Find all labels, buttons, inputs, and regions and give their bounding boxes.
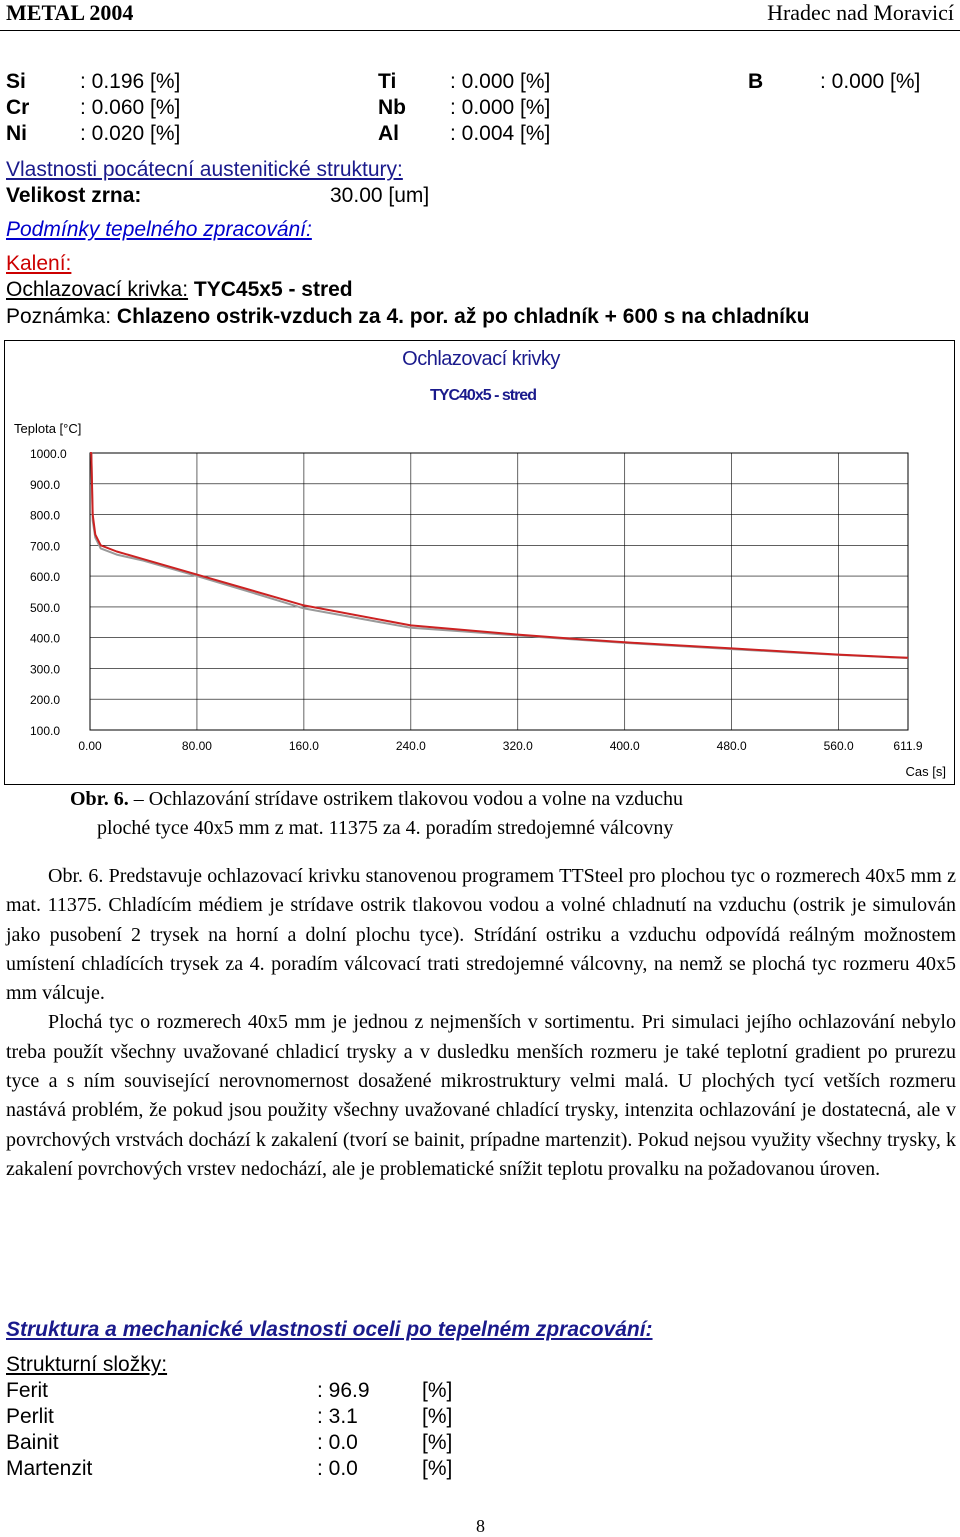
- x-tick-label: 480.0: [716, 739, 747, 753]
- chart-title: Ochlazovací krivky: [402, 348, 560, 370]
- page-number: 8: [476, 1516, 485, 1536]
- phase-martenzit-value: : 0.0: [317, 1457, 358, 1480]
- element-ni-value: : 0.020 [%]: [80, 122, 181, 145]
- paragraph-2: Plochá tyc o rozmerech 40x5 mm je jednou z nejmenších v sortimentu. Pri simulaci jejího ochlazování nebylo treba použít všechny uvažované chladicí trysky a v dusledku menších rozmeru je také teplotní gradient po prurezu tyce a s ním související nerovnomernost dosažené mikrostruktury velmi malá. U plochých tycí vetších rozmeru nastává problém, že pokud jsou použity všechny uvažované chladící trysky, intenzita ochlazování je dostatecná, ale v povrchových vrstvách dochází k zakalení (tvorí se bainit, prípadne martenzit). Pokud nejsou využity všechny trysky, k zakalení povrchových vrstev nedochází, ale je problematické snížit teplotu provalku na požadovanou úroven.: [6, 1011, 956, 1180]
- element-nb-value: : 0.000 [%]: [450, 96, 551, 119]
- y-tick-label: 300.0: [30, 662, 61, 677]
- element-b-value: : 0.000 [%]: [820, 70, 921, 93]
- phase-bainit-unit: [%]: [422, 1431, 453, 1454]
- chart-xlabel: Cas [s]: [905, 764, 946, 779]
- y-tick-label: 200.0: [30, 693, 61, 708]
- note-value: Chlazeno ostrik-vzduch za 4. por. až po chladník + 600 s na chladníku: [116, 305, 810, 328]
- y-tick-label: 800.0: [30, 508, 61, 523]
- x-tick-label: 80.00: [181, 739, 212, 753]
- chart-ylabel: Teplota [°C]: [14, 421, 82, 436]
- chart-subtitle: TYC40x5 - stred: [430, 387, 536, 404]
- element-al-value: : 0.004 [%]: [450, 122, 551, 145]
- x-tick-label: 320.0: [502, 739, 533, 753]
- y-tick-label: 600.0: [30, 570, 61, 585]
- x-tick-label: 160.0: [288, 739, 319, 753]
- y-tick-label: 500.0: [30, 600, 61, 615]
- structure-heading: Struktura a mechanické vlastnosti oceli po tepelném zpracování:: [6, 1318, 653, 1341]
- plot-area: [90, 453, 908, 730]
- y-tick-label: 100.0: [30, 724, 61, 738]
- element-ti-label: Ti: [378, 70, 397, 93]
- header-title: METAL 2004: [6, 0, 134, 25]
- x-tick-label: 611.9: [893, 739, 923, 753]
- element-si-value: : 0.196 [%]: [80, 70, 181, 93]
- grain-size-label: Velikost zrna:: [6, 184, 142, 207]
- phase-ferit-name: Ferit: [6, 1379, 48, 1402]
- paragraph-1: Obr. 6. Predstavuje ochlazovací krivku stanovenou programem TTSteel pro plochou tyc o rozmerech 40x5 mm z mat. 11375. Chladícím médiem je strídave ostrik tlakovou vodou a volné chladnutí na vzduchu (ostrik je simulován jako pusobení 2 trysek na horní a dolní plochu tyce). Strídání ostriku a vzduchu odpovídá reálným možnostem umístení chladících trysek za 4. poradím válcovací trati stredojemné válcovny, na nemž se plochá tyc rozmeru 40x5 mm válcuje.: [6, 865, 956, 1005]
- phase-perlit-unit: [%]: [422, 1405, 453, 1428]
- quench-label: Kalení:: [6, 252, 72, 275]
- x-tick-label: 0.00: [78, 739, 102, 753]
- structure-subheading: Strukturní složky:: [6, 1353, 168, 1376]
- phase-perlit-name: Perlit: [6, 1405, 54, 1428]
- element-b-label: B: [748, 70, 764, 93]
- figure-label: Obr. 6.: [70, 788, 129, 810]
- curve-label: Ochlazovací krivka:: [6, 278, 189, 301]
- element-nb-label: Nb: [378, 96, 406, 119]
- y-tick-label: 1000.0: [30, 447, 67, 461]
- x-tick-label: 400.0: [609, 739, 640, 753]
- element-cr-label: Cr: [6, 96, 30, 119]
- element-al-label: Al: [378, 122, 399, 145]
- figure-caption-line2: ploché tyce 40x5 mm z mat. 11375 za 4. poradím stredojemné válcovny: [97, 817, 674, 839]
- phase-bainit-value: : 0.0: [317, 1431, 358, 1454]
- element-ni-label: Ni: [6, 122, 27, 145]
- x-tick-label: 240.0: [395, 739, 426, 753]
- curve-value: TYC45x5 - stred: [193, 278, 353, 301]
- x-tick-label: 560.0: [823, 739, 854, 753]
- element-ti-value: : 0.000 [%]: [450, 70, 551, 93]
- header-location: Hradec nad Moravicí: [767, 0, 954, 25]
- phase-perlit-value: : 3.1: [317, 1405, 358, 1428]
- y-tick-label: 400.0: [30, 631, 61, 646]
- y-tick-label: 700.0: [30, 539, 61, 554]
- treatment-heading: Podmínky tepelného zpracování:: [6, 218, 312, 241]
- grain-size-value: 30.00 [um]: [330, 184, 430, 207]
- phase-ferit-unit: [%]: [422, 1379, 453, 1402]
- note-label: Poznámka:: [6, 305, 112, 328]
- y-tick-label: 900.0: [30, 477, 61, 492]
- austenite-heading: Vlastnosti pocátecní austenitické struktury:: [6, 158, 403, 181]
- phase-martenzit-unit: [%]: [422, 1457, 453, 1480]
- phase-bainit-name: Bainit: [6, 1431, 59, 1454]
- phase-ferit-value: : 96.9: [317, 1379, 370, 1402]
- element-si-label: Si: [6, 70, 26, 93]
- element-cr-value: : 0.060 [%]: [80, 96, 181, 119]
- phase-martenzit-name: Martenzit: [6, 1457, 93, 1480]
- body-text: [6, 862, 956, 1184]
- figure-caption-line1: – Ochlazování strídave ostrikem tlakovou vodou a volne na vzduchu: [133, 788, 684, 810]
